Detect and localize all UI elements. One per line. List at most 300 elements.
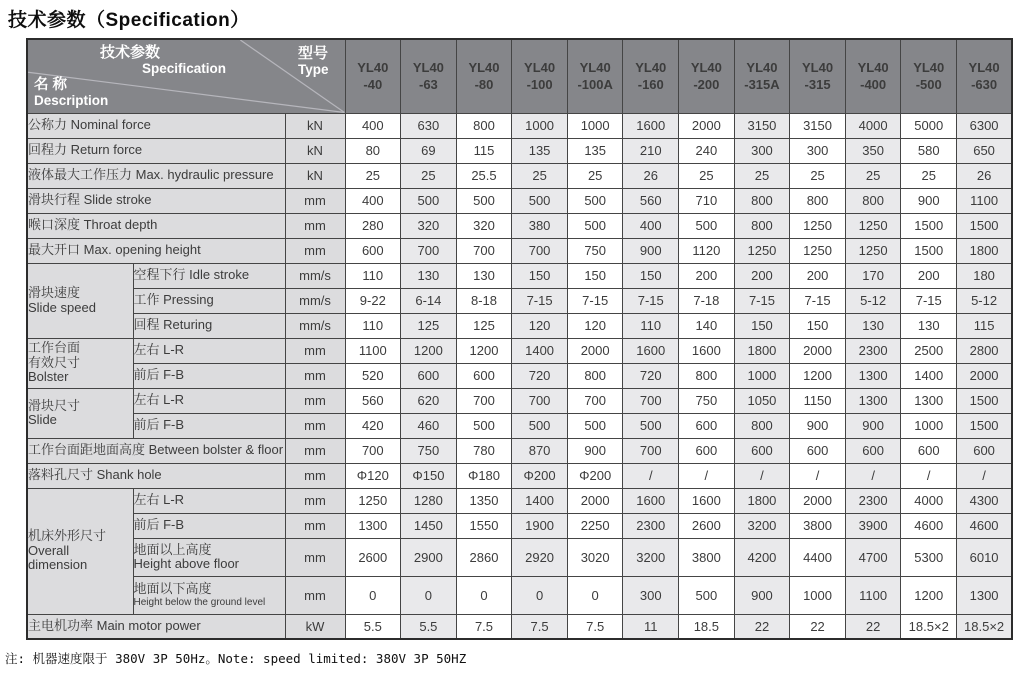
unit-cell: mm [285,513,345,538]
row-label [133,413,285,438]
spec-value: 1100 [957,188,1013,213]
spec-value: 700 [401,238,457,263]
corner-type-en: Type [297,62,329,77]
spec-value: Φ200 [567,463,623,488]
spec-value: 1250 [845,213,901,238]
row-label [27,113,285,138]
spec-value: 500 [679,576,735,614]
spec-value: 3200 [623,538,679,576]
spec-value: 500 [567,213,623,238]
spec-value: 7.5 [456,614,512,639]
corner-name-label [34,77,108,109]
row-label-line: 工作台面距地面高度 Between bolster & floor [28,442,284,458]
spec-value: 500 [567,413,623,438]
spec-value: 700 [567,388,623,413]
spec-value: 1800 [957,238,1013,263]
model-header-line: YL40 [468,60,500,76]
spec-value: 800 [845,188,901,213]
corner-name-zh: 名 称 [34,77,68,93]
spec-value: 25 [567,163,623,188]
spec-value: 1500 [901,238,957,263]
spec-value: 600 [345,238,401,263]
table-row [27,363,1012,388]
row-label-line: 公称力 Nominal force [28,117,151,133]
spec-value: / [734,463,790,488]
spec-value: 800 [679,363,735,388]
spec-value: 4600 [957,513,1013,538]
spec-value: 3020 [567,538,623,576]
group-label-line: 滑块尺寸 [28,397,81,413]
spec-value: 11 [623,614,679,639]
spec-value: 210 [623,138,679,163]
table-row [27,138,1012,163]
spec-value: 700 [456,238,512,263]
footnote: 注: 机器速度限于 380V 3P 50Hz。Note: speed limited: 380V 3P 50HZ [5,651,467,666]
spec-value: 800 [734,188,790,213]
table-row [27,438,1012,463]
spec-value: 2000 [567,338,623,363]
spec-value: 1280 [401,488,457,513]
spec-value: 2250 [567,513,623,538]
row-label [27,438,285,463]
spec-value: 2800 [957,338,1013,363]
spec-value: 1250 [845,238,901,263]
spec-value: 700 [345,438,401,463]
spec-value: 150 [734,313,790,338]
spec-value: 150 [790,313,846,338]
model-header-yl40-100a [567,39,623,113]
unit-cell: mm [285,576,345,614]
spec-value: 25 [345,163,401,188]
model-header-line: YL40 [802,60,834,76]
spec-value: 4000 [845,113,901,138]
row-label-line: 液体最大工作压力 Max. hydraulic pressure [28,167,274,183]
spec-value: 320 [401,213,457,238]
corner-name-en: Description [34,93,109,108]
spec-value: 200 [734,263,790,288]
row-label-line: 前后 F-B [133,517,185,533]
row-label-line: 最大开口 Max. opening height [28,242,201,258]
spec-value: 900 [901,188,957,213]
model-header-line: -315A [744,77,780,93]
corner-type-zh: 型号 [297,45,328,62]
model-header-line: YL40 [913,60,945,76]
model-header-line: -100 [526,77,553,93]
spec-value: 280 [345,213,401,238]
spec-value: 1200 [401,338,457,363]
spec-value: 200 [679,263,735,288]
spec-value: 22 [845,614,901,639]
spec-value: 1300 [345,513,401,538]
unit-cell: mm [285,213,345,238]
model-header-yl40-160 [623,39,679,113]
spec-value: 18.5 [679,614,735,639]
model-header-line: -400 [860,77,887,93]
spec-value: 500 [567,188,623,213]
row-label [27,463,285,488]
group-label-line: 工作台面 [28,340,81,356]
model-header-line: YL40 [746,60,778,76]
spec-value: 1500 [957,213,1013,238]
row-label [27,188,285,213]
spec-value: 800 [734,413,790,438]
spec-value: 1200 [456,338,512,363]
model-header-yl40-200 [679,39,735,113]
spec-value: 900 [567,438,623,463]
spec-value: 135 [512,138,568,163]
table-row [27,463,1012,488]
corner-spec-label [100,45,226,77]
unit-cell: mm/s [285,313,345,338]
spec-value: 1800 [734,488,790,513]
spec-value: 400 [623,213,679,238]
spec-value: 1000 [512,113,568,138]
spec-value: 1300 [845,388,901,413]
spec-value: 25 [845,163,901,188]
row-label [133,488,285,513]
spec-value: 6-14 [401,288,457,313]
spec-value: 120 [567,313,623,338]
spec-value: 26 [623,163,679,188]
row-label-line: 工作 Pressing [133,292,214,308]
specification-table [26,38,1013,640]
spec-value: 4700 [845,538,901,576]
spec-value: 6010 [957,538,1013,576]
row-label-line: 左右 L-R [133,342,185,358]
spec-value: 400 [345,188,401,213]
spec-value: 200 [901,263,957,288]
spec-value: 5.5 [345,614,401,639]
row-label [27,163,285,188]
unit-cell: mm/s [285,263,345,288]
spec-value: 2600 [679,513,735,538]
spec-value: 200 [790,263,846,288]
row-label [133,513,285,538]
spec-value: 1400 [901,363,957,388]
spec-value: 4300 [957,488,1013,513]
table-row [27,238,1012,263]
spec-value: 7-15 [790,288,846,313]
row-label [27,238,285,263]
spec-value: 80 [345,138,401,163]
spec-value: / [845,463,901,488]
spec-value: 25.5 [456,163,512,188]
model-header-yl40-80 [456,39,512,113]
group-label-line: dimension [28,557,88,573]
spec-value: 750 [679,388,735,413]
model-header-line: -80 [474,77,494,93]
unit-cell: mm [285,188,345,213]
spec-value: 1600 [623,113,679,138]
spec-value: 500 [512,413,568,438]
spec-value: 870 [512,438,568,463]
spec-value: 130 [401,263,457,288]
row-label [133,538,285,576]
spec-value: Φ180 [456,463,512,488]
spec-value: 25 [679,163,735,188]
row-label-line: 地面以上高度 [133,541,212,557]
spec-value: 2000 [957,363,1013,388]
model-header-yl40-63 [401,39,457,113]
model-header-line: -63 [418,77,438,93]
unit-cell: mm/s [285,288,345,313]
row-label-line: 前后 F-B [133,367,185,383]
spec-value: 600 [679,438,735,463]
spec-value: 1800 [734,338,790,363]
spec-value: 900 [790,413,846,438]
model-header-line: -500 [915,77,942,93]
spec-value: 1500 [957,413,1013,438]
model-header-line: -200 [693,77,720,93]
model-header-yl40-400 [845,39,901,113]
unit-cell: mm [285,363,345,388]
spec-value: 1500 [957,388,1013,413]
spec-value: 1600 [623,338,679,363]
group-label [27,263,133,338]
spec-value: 69 [401,138,457,163]
spec-value: 25 [790,163,846,188]
unit-cell: mm [285,413,345,438]
spec-value: / [679,463,735,488]
spec-value: 1000 [567,113,623,138]
spec-value: 1200 [790,363,846,388]
spec-value: 600 [401,363,457,388]
spec-value: 600 [734,438,790,463]
spec-value: 110 [345,263,401,288]
spec-value: 240 [679,138,735,163]
model-header-line: YL40 [357,60,389,76]
row-label-line: 主电机功率 Main motor power [28,618,201,633]
unit-cell: kN [285,138,345,163]
table-row [27,614,1012,639]
group-label-line: 滑块速度 [28,285,81,300]
spec-value: 2860 [456,538,512,576]
table-row [27,213,1012,238]
spec-value: 720 [623,363,679,388]
spec-value: 300 [623,576,679,614]
spec-value: Φ200 [512,463,568,488]
spec-value: 7.5 [567,614,623,639]
spec-value: 1250 [734,238,790,263]
spec-value: 1000 [790,576,846,614]
row-label-line: 回程力 Return force [28,142,143,158]
row-label [27,213,285,238]
group-label-line: Slide [28,412,57,427]
spec-value: 26 [957,163,1013,188]
spec-value: 600 [679,413,735,438]
row-label-line: 滑块行程 Slide stroke [28,192,152,208]
row-label [133,263,285,288]
spec-value: 320 [456,213,512,238]
spec-value: 710 [679,188,735,213]
unit-cell: mm [285,338,345,363]
spec-value: 140 [679,313,735,338]
spec-value: 1150 [790,388,846,413]
spec-value: 2920 [512,538,568,576]
spec-value: 750 [567,238,623,263]
spec-value: 500 [401,188,457,213]
spec-value: 110 [623,313,679,338]
spec-value: 1000 [901,413,957,438]
spec-value: 4600 [901,513,957,538]
spec-value: 2300 [845,338,901,363]
spec-value: 18.5×2 [957,614,1013,639]
spec-value: 1450 [401,513,457,538]
row-label-line: 落料孔尺寸 Shank hole [28,467,162,483]
spec-value: 0 [567,576,623,614]
spec-value: 120 [512,313,568,338]
group-label [27,488,133,614]
spec-value: 600 [456,363,512,388]
row-label-line: 空程下行 Idle stroke [133,267,250,283]
model-header-line: -160 [637,77,664,93]
spec-value: 115 [957,313,1013,338]
table-row [27,488,1012,513]
group-label-line: 有效尺寸 [28,354,81,370]
row-label-line: 回程 Returing [133,317,213,333]
spec-value: 7-15 [623,288,679,313]
model-header-yl40-630 [957,39,1013,113]
spec-value: 500 [456,413,512,438]
unit-cell: kW [285,614,345,639]
row-label-line: 左右 L-R [133,492,185,508]
spec-value: 135 [567,138,623,163]
table-row [27,288,1012,313]
table-row [27,338,1012,363]
spec-value: 5-12 [845,288,901,313]
spec-value: 6300 [957,113,1013,138]
unit-cell: kN [285,113,345,138]
row-label [133,388,285,413]
spec-value: 1600 [679,338,735,363]
spec-value: 7-15 [734,288,790,313]
spec-value: 700 [512,238,568,263]
spec-value: 900 [845,413,901,438]
spec-value: 150 [512,263,568,288]
spec-value: 900 [623,238,679,263]
spec-value: 350 [845,138,901,163]
spec-value: 5.5 [401,614,457,639]
model-header-yl40-40 [345,39,401,113]
table-row [27,413,1012,438]
spec-value: 460 [401,413,457,438]
model-header-line: -630 [971,77,998,93]
row-label [133,288,285,313]
spec-value: 600 [957,438,1013,463]
spec-value: 560 [345,388,401,413]
spec-value: 2900 [401,538,457,576]
spec-value: 0 [456,576,512,614]
unit-cell: mm [285,538,345,576]
spec-value: 3150 [790,113,846,138]
spec-value: 150 [567,263,623,288]
spec-value: 22 [790,614,846,639]
spec-value: 110 [345,313,401,338]
spec-value: 0 [345,576,401,614]
model-header-line: YL40 [968,60,1000,76]
row-label [133,363,285,388]
spec-value: 750 [401,438,457,463]
spec-value: 300 [790,138,846,163]
model-header-line: -315 [804,77,831,93]
table-row [27,313,1012,338]
spec-value: 3150 [734,113,790,138]
model-header-yl40-315 [790,39,846,113]
spec-value: 1200 [901,576,957,614]
spec-value: 400 [345,113,401,138]
table-row [27,538,1012,576]
spec-value: 0 [401,576,457,614]
spec-value: 22 [734,614,790,639]
spec-value: / [623,463,679,488]
spec-value: 600 [845,438,901,463]
spec-value: 7-15 [567,288,623,313]
spec-value: 700 [456,388,512,413]
row-label [133,313,285,338]
spec-value: 630 [401,113,457,138]
table-row [27,263,1012,288]
row-label-line: 前后 F-B [133,417,185,433]
spec-value: 7-15 [901,288,957,313]
unit-cell: kN [285,163,345,188]
spec-value: 2000 [790,338,846,363]
model-header-line: -40 [363,77,383,93]
spec-value: 4400 [790,538,846,576]
spec-value: / [901,463,957,488]
spec-value: 1300 [901,388,957,413]
spec-value: Φ120 [345,463,401,488]
spec-value: 600 [790,438,846,463]
unit-cell: mm [285,388,345,413]
spec-value: 1400 [512,488,568,513]
table-header-row [27,39,1012,113]
group-label-line: Slide speed [28,299,96,315]
spec-value: 8-18 [456,288,512,313]
spec-value: 1000 [734,363,790,388]
spec-value: 700 [623,438,679,463]
spec-value: 2600 [345,538,401,576]
spec-value: 1250 [790,213,846,238]
spec-value: 700 [512,388,568,413]
table-row [27,188,1012,213]
spec-value: 3900 [845,513,901,538]
model-header-line: YL40 [857,60,889,76]
spec-value: 900 [734,576,790,614]
spec-value: 25 [401,163,457,188]
spec-value: 4000 [901,488,957,513]
spec-value: 580 [901,138,957,163]
spec-value: 300 [734,138,790,163]
spec-value: 500 [512,188,568,213]
spec-value: 2000 [790,488,846,513]
spec-value: 600 [901,438,957,463]
spec-value: 125 [401,313,457,338]
spec-value: 780 [456,438,512,463]
spec-value: 9-22 [345,288,401,313]
corner-type-label [298,46,329,78]
spec-value: 18.5×2 [901,614,957,639]
group-label-line: Bolster [28,369,69,385]
row-label-line: Height below the ground level [133,596,266,608]
unit-cell: mm [285,238,345,263]
row-label-line: 喉口深度 Throat depth [28,217,158,233]
spec-value: 520 [345,363,401,388]
corner-spec-zh: 技术参数 [100,44,161,61]
row-label-line: 左右 L-R [133,392,185,408]
spec-value: 5-12 [957,288,1013,313]
spec-value: 500 [679,213,735,238]
group-label-line: Overall [28,542,70,558]
